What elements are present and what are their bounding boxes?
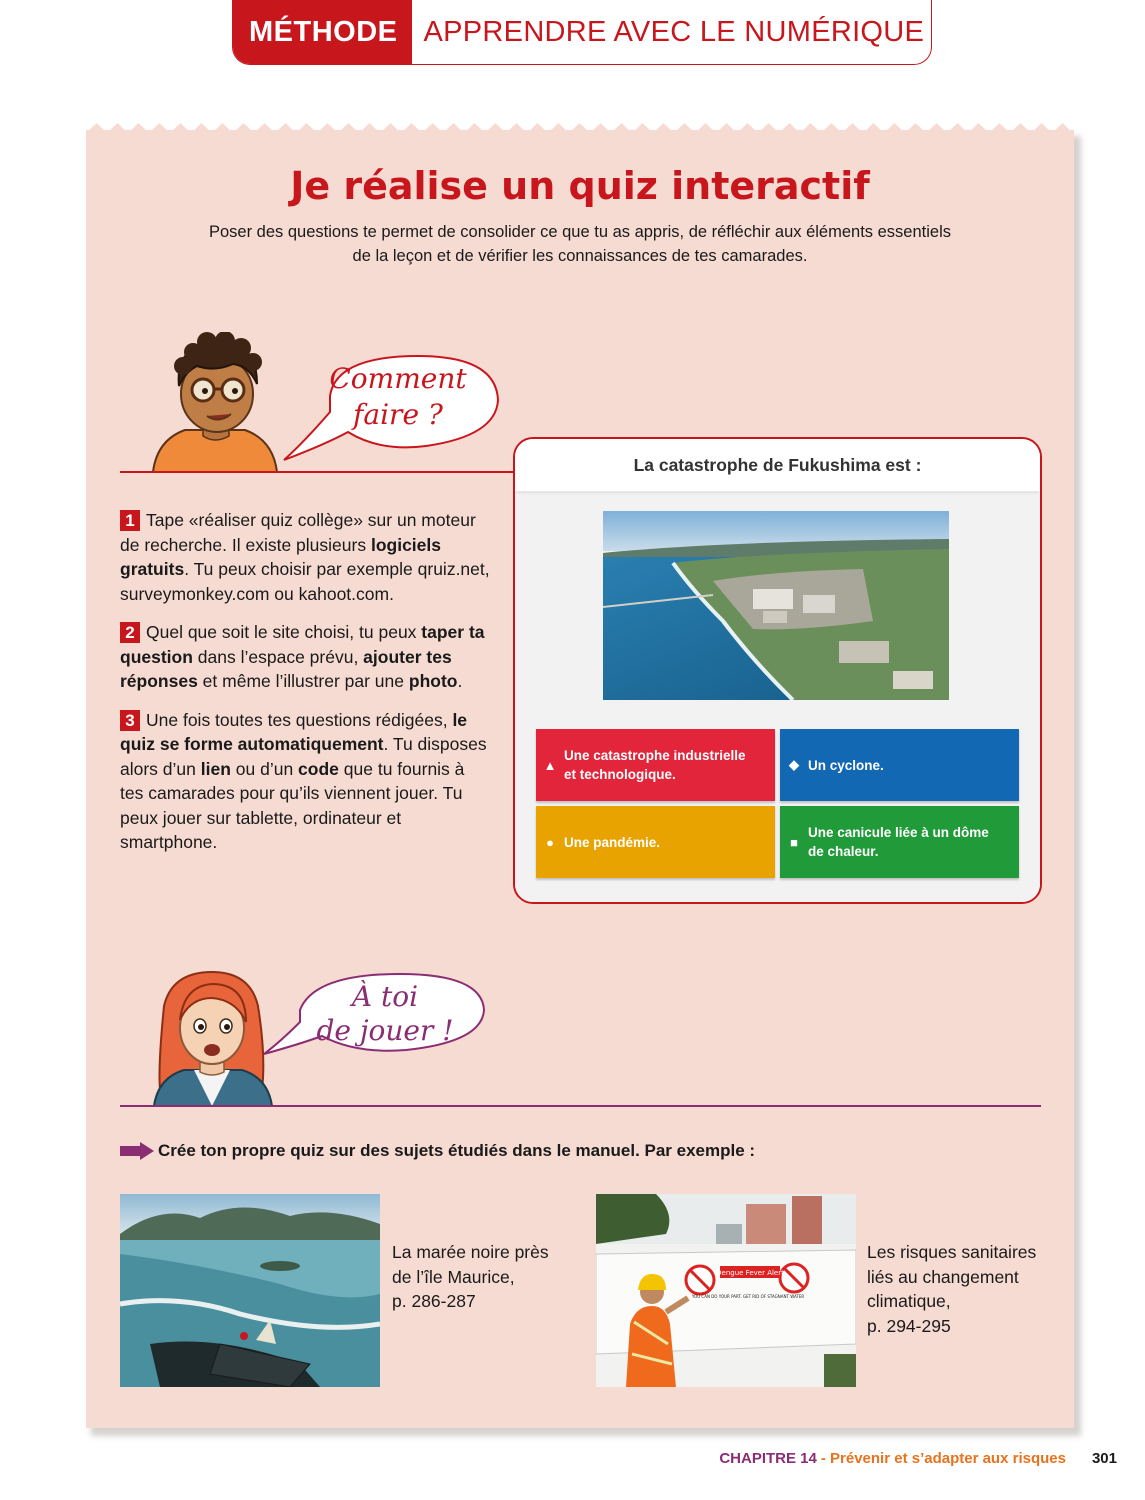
step-1-text-b: . Tu peux choisir par exemple qruiz.net, surveymonkey.com ou kahoot.com.: [120, 559, 490, 604]
step-3-text-c: ou d’un: [230, 758, 299, 779]
example-1-line3: p. 286-287: [392, 1291, 476, 1311]
example-2-caption: [867, 1240, 1036, 1338]
answer-2-text: Un cyclone.: [808, 757, 884, 773]
dengue-alert-photo: [596, 1194, 856, 1387]
girl-character-illustration: [150, 966, 275, 1106]
step-2-text-b: dans l’espace prévu,: [192, 646, 364, 667]
quiz-example-card: [513, 437, 1042, 904]
step-2-bold-a: taper ta question: [120, 622, 485, 667]
activity-prompt-text: Crée ton propre quiz sur des sujets étudiés dans le manuel. Par exemple :: [158, 1141, 756, 1160]
example-1-caption: [392, 1240, 549, 1314]
step-2: [120, 620, 490, 694]
arrow-right-icon: [120, 1142, 154, 1160]
triangle-icon: ▲: [543, 757, 557, 773]
step-2-text-c: et même l’illustrer par une: [197, 671, 409, 691]
section-header: [232, 0, 932, 65]
bubble1-line1: Comment: [329, 362, 467, 395]
step-3-text-a: Une fois toutes tes questions rédigées,: [146, 709, 453, 730]
step-3-text-b: . Tu disposes alors d’un: [120, 734, 487, 779]
step-3: [120, 708, 490, 855]
sign-subtitle: YOU CAN DO YOUR PART. GET RID OF STAGNANT WATER: [691, 1294, 805, 1299]
step-number-2: 2: [120, 622, 140, 643]
intro-line-2: de la leçon et de vérifier les connaissances de tes camarades.: [352, 247, 808, 265]
example-2-line4: p. 294-295: [867, 1315, 951, 1336]
quiz-question: La catastrophe de Fukushima est :: [515, 439, 1040, 491]
bubble1-line2: faire ?: [353, 398, 443, 431]
method-steps: [120, 508, 490, 869]
example-1-line1: La marée noire près: [392, 1242, 549, 1262]
step-3-bold-a: le quiz se forme automatiquement: [120, 709, 468, 754]
page-title: Je réalise un quiz interactif: [290, 164, 870, 208]
step-3-bold-b: lien: [200, 758, 231, 779]
step-3-text-d: que tu fournis à tes camarades pour qu’ils viennent jouer. Tu peux jouer sur tablette, ordinateur et smartphone.: [120, 758, 465, 852]
example-2-line3: climatique,: [867, 1291, 951, 1311]
sign-title: Dengue Fever Alert: [716, 1269, 784, 1277]
step-1: [120, 508, 490, 606]
step-1-bold-a: logiciels gratuits: [120, 534, 441, 579]
step-number-1: 1: [120, 510, 140, 531]
answer-option-1[interactable]: [536, 729, 775, 801]
section-title: APPRENDRE AVEC LE NUMÉRIQUE: [423, 15, 925, 48]
answer-4-text: [808, 823, 989, 861]
footer-chapter-title: - Prévenir et s’adapter aux risques: [820, 1450, 1066, 1467]
example-1-line2: de l’île Maurice,: [392, 1266, 515, 1287]
page-number: 301: [1091, 1450, 1117, 1467]
step-2-text-a: Quel que soit le site choisi, tu peux: [146, 622, 422, 642]
answer-1-line1: Une catastrophe industrielle: [564, 748, 746, 763]
bubble-comment-faire-text: [318, 361, 478, 433]
section-divider-purple: [120, 1105, 1041, 1107]
fukushima-aerial-photo: [603, 511, 949, 700]
method-label: MÉTHODE: [233, 0, 412, 64]
step-number-3: 3: [120, 710, 140, 731]
diamond-icon: ◆: [789, 757, 799, 772]
quiz-body: [515, 492, 1040, 904]
page-footer: [719, 1450, 1117, 1467]
step-3-bold-c: code: [298, 758, 339, 779]
bubble2-line1: À toi: [351, 980, 419, 1013]
answer-4-line1: Une canicule liée à un dôme: [808, 825, 989, 840]
boy-character-illustration: [145, 332, 285, 472]
intro-text: [150, 220, 1010, 268]
oil-spill-mauritius-photo: [120, 1194, 380, 1387]
step-2-bold-b: ajouter tes réponses: [120, 646, 452, 691]
answer-1-line2: et technologique.: [564, 767, 676, 782]
step-2-text-d: .: [457, 671, 463, 691]
answer-option-2[interactable]: [780, 729, 1019, 801]
answer-option-3[interactable]: [536, 806, 775, 878]
circle-icon: ●: [546, 834, 554, 850]
square-icon: ■: [790, 834, 798, 850]
step-2-bold-c: photo: [408, 671, 458, 691]
paper-torn-edge: [86, 121, 1074, 133]
example-2-line1: Les risques sanitaires: [867, 1242, 1037, 1262]
activity-prompt: [120, 1141, 755, 1161]
section-divider-red: [120, 471, 520, 473]
example-2-line2: liés au changement: [867, 1266, 1019, 1287]
bubble2-line2: de jouer !: [316, 1014, 454, 1047]
answer-option-4[interactable]: [780, 806, 1019, 878]
intro-line-1: Poser des questions te permet de consolider ce que tu as appris, de réfléchir aux éléments essentiels: [209, 223, 951, 241]
answer-3-text: Une pandémie.: [564, 834, 661, 850]
bubble-a-toi-de-jouer-text: [300, 980, 470, 1048]
footer-chapter: CHAPITRE 14: [719, 1450, 817, 1467]
answer-1-text: [564, 746, 746, 784]
answer-4-line2: de chaleur.: [808, 844, 879, 859]
step-1-text-a: Tape «réaliser quiz collège» sur un moteur de recherche. Il existe plusieurs: [120, 510, 476, 555]
